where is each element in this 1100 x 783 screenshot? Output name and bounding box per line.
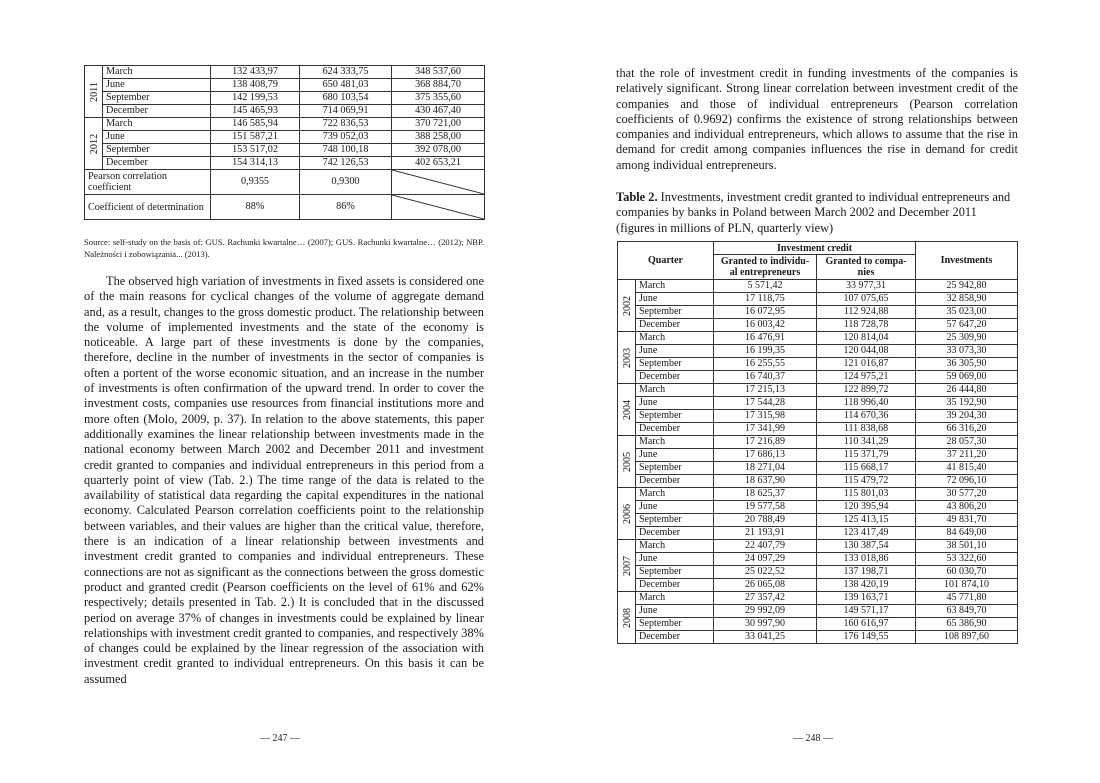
- investments-cell: 35 023,00: [916, 306, 1018, 319]
- company-credit-cell: 120 814,04: [817, 332, 916, 345]
- table-row: [618, 293, 1018, 306]
- individual-credit-cell: 17 686,13: [714, 449, 817, 462]
- company-credit-cell: 123 417,49: [817, 527, 916, 540]
- quarter-cell: December: [636, 631, 714, 644]
- value-cell: 722 836,53: [300, 118, 392, 131]
- table-row: [618, 423, 1018, 436]
- investments-cell: 60 030,70: [916, 566, 1018, 579]
- investments-cell: 63 849,70: [916, 605, 1018, 618]
- company-credit-cell: 115 479,72: [817, 475, 916, 488]
- individual-credit-cell: 25 022,52: [714, 566, 817, 579]
- diagonal-line: [392, 195, 484, 219]
- value-cell: 714 069,91: [300, 105, 392, 118]
- determination-value: 86%: [300, 195, 392, 220]
- individual-credit-cell: 27 357,42: [714, 592, 817, 605]
- value-cell: 142 199,53: [211, 92, 300, 105]
- table-row: [618, 449, 1018, 462]
- company-credit-cell: 120 044,08: [817, 345, 916, 358]
- individual-credit-cell: 29 992,09: [714, 605, 817, 618]
- company-credit-cell: 115 668,17: [817, 462, 916, 475]
- investments-cell: 36 305,90: [916, 358, 1018, 371]
- table-row: [618, 358, 1018, 371]
- diagonal-line: [392, 170, 484, 194]
- page-number-right: — 248 —: [793, 733, 833, 744]
- quarter-cell: June: [636, 345, 714, 358]
- quarter-cell: March: [636, 488, 714, 501]
- value-cell: 145 465,93: [211, 105, 300, 118]
- table-row: [618, 605, 1018, 618]
- table-row: [85, 131, 485, 144]
- quarter-cell: June: [636, 553, 714, 566]
- quarter-cell: September: [636, 462, 714, 475]
- quarter-cell: December: [103, 157, 211, 170]
- value-cell: 430 467,40: [392, 105, 485, 118]
- value-cell: 154 314,13: [211, 157, 300, 170]
- table-row: [618, 306, 1018, 319]
- company-credit-cell: 118 996,40: [817, 397, 916, 410]
- investments-cell: 25 942,80: [916, 280, 1018, 293]
- value-cell: 146 585,94: [211, 118, 300, 131]
- quarter-cell: June: [636, 605, 714, 618]
- value-cell: 739 052,03: [300, 131, 392, 144]
- year-cell: [618, 540, 636, 592]
- quarter-cell: December: [103, 105, 211, 118]
- table-row: [618, 319, 1018, 332]
- header-investments: Investments: [916, 242, 1018, 280]
- individual-credit-cell: 19 577,58: [714, 501, 817, 514]
- investments-cell: 26 444,80: [916, 384, 1018, 397]
- quarter-cell: December: [636, 579, 714, 592]
- individual-credit-cell: 33 041,25: [714, 631, 817, 644]
- header-individual-entrepreneurs: Granted to individu- al entrepreneurs: [714, 255, 817, 280]
- company-credit-cell: 33 977,31: [817, 280, 916, 293]
- value-cell: 138 408,79: [211, 79, 300, 92]
- company-credit-cell: 121 016,87: [817, 358, 916, 371]
- year-cell: [618, 488, 636, 540]
- company-credit-cell: 137 198,71: [817, 566, 916, 579]
- table-row: [618, 553, 1018, 566]
- year-label: 2005: [622, 451, 633, 472]
- table-2-header: [618, 242, 1018, 280]
- investments-cell: 59 069,00: [916, 371, 1018, 384]
- company-credit-cell: 114 670,36: [817, 410, 916, 423]
- table-row: [618, 514, 1018, 527]
- pearson-value: 0,9355: [211, 170, 300, 195]
- quarter-cell: June: [636, 501, 714, 514]
- year-label: 2007: [622, 555, 633, 576]
- individual-credit-cell: 17 315,98: [714, 410, 817, 423]
- investments-cell: 32 858,90: [916, 293, 1018, 306]
- individual-credit-cell: 16 740,37: [714, 371, 817, 384]
- quarter-cell: December: [636, 527, 714, 540]
- quarter-cell: September: [636, 618, 714, 631]
- table-row: [85, 170, 485, 195]
- header-quarter: Quarter: [618, 242, 714, 280]
- table-row: [618, 501, 1018, 514]
- table-2-caption-label: Table 2.: [616, 190, 658, 204]
- individual-credit-cell: 26 065,08: [714, 579, 817, 592]
- quarter-cell: September: [636, 514, 714, 527]
- company-credit-cell: 133 018,86: [817, 553, 916, 566]
- company-credit-cell: 176 149,55: [817, 631, 916, 644]
- value-cell: 748 100,18: [300, 144, 392, 157]
- table-row: [618, 332, 1018, 345]
- table-row: [618, 397, 1018, 410]
- table-row: [618, 436, 1018, 449]
- value-cell: 151 587,21: [211, 131, 300, 144]
- year-label: 2012: [89, 133, 101, 154]
- year-label: 2004: [622, 399, 633, 420]
- value-cell: 680 103,54: [300, 92, 392, 105]
- individual-credit-cell: 30 997,90: [714, 618, 817, 631]
- quarter-cell: March: [103, 66, 211, 79]
- quarter-cell: March: [636, 540, 714, 553]
- year-label: 2006: [622, 503, 633, 524]
- year-cell: [618, 592, 636, 644]
- value-cell: 650 481,03: [300, 79, 392, 92]
- individual-credit-cell: 18 271,04: [714, 462, 817, 475]
- individual-credit-cell: 16 003,42: [714, 319, 817, 332]
- investments-cell: 66 316,20: [916, 423, 1018, 436]
- quarter-cell: September: [636, 410, 714, 423]
- table-row: [618, 631, 1018, 644]
- value-cell: 624 333,75: [300, 66, 392, 79]
- quarter-cell: March: [636, 280, 714, 293]
- value-cell: 348 537,60: [392, 66, 485, 79]
- investments-cell: 101 874,10: [916, 579, 1018, 592]
- table-row: [85, 144, 485, 157]
- table-row: [618, 540, 1018, 553]
- table-2-caption: [616, 190, 1018, 236]
- pearson-value: 0,9300: [300, 170, 392, 195]
- body-text-left: The observed high variation of investments in fixed assets is considered one of the main reasons for cyclical changes of the volume of aggregate demand and, as a result, changes to the gross domestic product. The relationship between the volume of implemented investments and the state of the economy is noticeable. A large part of these investments is done by the companies, therefore, decline in the number of investments in the sector of companies is often a portent of the worse economic situation, and an increase in the number of investments is often confirmation of the upward trend. In order to cover the investment costs, companies use resources from financial institutions more and more often (Molo, 2009, p. 37). In relation to the above statements, this paper additionally examines the linear relationship between investments made in the national economy between March 2002 and December 2011 and investment credit granted to companies and individual entrepreneurs in this period from a quarterly point of view (Tab. 2.) The time range of the data is related to the availability of statistical data regarding the capital expenditures in the national economy. Calculated Pearson correlation coefficients point to the relationship between variables, and their values are higher than the critical value, therefore, there is an indication of a linear relationship between investments and investment credit granted to companies and individual entrepreneurs. These connections are not as significant as the connections between the gross domestic product and granted credit (Pearson coefficients on the level of 61% and 62% respectively; details presented in Tab. 2.) It is concluded that in the discussed period on average 37% of changes in investments could be explained by linear relationships with investment credit granted to companies, and respectively 38% of changes could be explained by the linear regression of the association with investment credit granted to individual entrepreneurs. On this basis it can be assumed: [84, 274, 484, 686]
- quarter-cell: September: [636, 566, 714, 579]
- empty-diagonal-cell: [392, 170, 485, 195]
- value-cell: 742 126,53: [300, 157, 392, 170]
- value-cell: 368 884,70: [392, 79, 485, 92]
- company-credit-cell: 125 413,15: [817, 514, 916, 527]
- year-cell: [85, 66, 103, 118]
- determination-label: Coefficient of determination: [85, 195, 211, 220]
- year-cell: [618, 436, 636, 488]
- value-cell: 375 355,60: [392, 92, 485, 105]
- table-2-caption-text: Investments, investment credit granted to individual entrepreneurs and companies by banks in Poland between March 2002 and December 2011 (figures in millions of PLN, quarterly view): [616, 190, 1011, 235]
- investments-cell: 53 322,60: [916, 553, 1018, 566]
- investments-cell: 38 501,10: [916, 540, 1018, 553]
- page-number-left: — 247 —: [260, 733, 300, 744]
- investments-cell: 57 647,20: [916, 319, 1018, 332]
- company-credit-cell: 111 838,68: [817, 423, 916, 436]
- company-credit-cell: 138 420,19: [817, 579, 916, 592]
- company-credit-cell: 124 975,21: [817, 371, 916, 384]
- table-row: [618, 579, 1018, 592]
- individual-credit-cell: 17 118,75: [714, 293, 817, 306]
- quarter-cell: June: [636, 293, 714, 306]
- investments-cell: 45 771,80: [916, 592, 1018, 605]
- investments-cell: 37 211,20: [916, 449, 1018, 462]
- company-credit-cell: 107 075,65: [817, 293, 916, 306]
- table-row: [85, 157, 485, 170]
- individual-credit-cell: 20 788,49: [714, 514, 817, 527]
- table-row: [618, 384, 1018, 397]
- table-2: [617, 241, 1018, 644]
- header-investment-credit: Investment credit: [714, 242, 916, 255]
- table-row: [618, 462, 1018, 475]
- table-row: [85, 118, 485, 131]
- individual-credit-cell: 18 637,90: [714, 475, 817, 488]
- investments-cell: 65 386,90: [916, 618, 1018, 631]
- individual-credit-cell: 24 097,29: [714, 553, 817, 566]
- quarter-cell: March: [636, 592, 714, 605]
- value-cell: 370 721,00: [392, 118, 485, 131]
- right-page: [550, 0, 1100, 783]
- company-credit-cell: 115 371,79: [817, 449, 916, 462]
- quarter-cell: June: [636, 397, 714, 410]
- company-credit-cell: 112 924,88: [817, 306, 916, 319]
- quarter-cell: September: [103, 144, 211, 157]
- investments-cell: 25 309,90: [916, 332, 1018, 345]
- table-row: [618, 488, 1018, 501]
- investments-cell: 49 831,70: [916, 514, 1018, 527]
- company-credit-cell: 120 395,94: [817, 501, 916, 514]
- header-companies: Granted to compa- nies: [817, 255, 916, 280]
- investments-cell: 41 815,40: [916, 462, 1018, 475]
- individual-credit-cell: 16 072,95: [714, 306, 817, 319]
- quarter-cell: September: [103, 92, 211, 105]
- individual-credit-cell: 21 193,91: [714, 527, 817, 540]
- source-note: Source: self-study on the basis of: GUS. Rachunki kwartalne… (2007); GUS. Rachunki kwartalne… (2012); NBP. Należności i zobowiązania... (2013).: [84, 237, 484, 259]
- table-row: [85, 66, 485, 79]
- table-row: [618, 566, 1018, 579]
- quarter-cell: March: [636, 332, 714, 345]
- value-cell: 132 433,97: [211, 66, 300, 79]
- table-row: [85, 92, 485, 105]
- value-cell: 392 078,00: [392, 144, 485, 157]
- company-credit-cell: 139 163,71: [817, 592, 916, 605]
- table-row: [618, 527, 1018, 540]
- individual-credit-cell: 17 341,99: [714, 423, 817, 436]
- table-row: [85, 79, 485, 92]
- individual-credit-cell: 16 476,91: [714, 332, 817, 345]
- quarter-cell: March: [636, 436, 714, 449]
- empty-diagonal-cell: [392, 195, 485, 220]
- year-cell: [618, 332, 636, 384]
- investments-cell: 30 577,20: [916, 488, 1018, 501]
- table-row: [618, 592, 1018, 605]
- quarter-cell: December: [636, 371, 714, 384]
- table-row: [85, 105, 485, 118]
- investments-cell: 33 073,30: [916, 345, 1018, 358]
- company-credit-cell: 122 899,72: [817, 384, 916, 397]
- individual-credit-cell: 17 544,28: [714, 397, 817, 410]
- table-2-body: [618, 280, 1018, 644]
- pearson-label: Pearson correlation coefficient: [85, 170, 211, 195]
- quarter-cell: June: [103, 131, 211, 144]
- value-cell: 388 258,00: [392, 131, 485, 144]
- table-row: [618, 371, 1018, 384]
- quarter-cell: December: [636, 423, 714, 436]
- individual-credit-cell: 18 625,37: [714, 488, 817, 501]
- individual-credit-cell: 5 571,42: [714, 280, 817, 293]
- quarter-cell: March: [103, 118, 211, 131]
- year-label: 2008: [622, 607, 633, 628]
- company-credit-cell: 115 801,03: [817, 488, 916, 501]
- quarter-cell: December: [636, 475, 714, 488]
- company-credit-cell: 118 728,78: [817, 319, 916, 332]
- determination-value: 88%: [211, 195, 300, 220]
- table-row: [85, 195, 485, 220]
- table-1-continuation: [84, 65, 485, 220]
- value-cell: 402 653,21: [392, 157, 485, 170]
- investments-cell: 28 057,30: [916, 436, 1018, 449]
- company-credit-cell: 149 571,17: [817, 605, 916, 618]
- investments-cell: 72 096,10: [916, 475, 1018, 488]
- quarter-cell: September: [636, 358, 714, 371]
- year-label: 2002: [622, 295, 633, 316]
- investments-cell: 43 806,20: [916, 501, 1018, 514]
- table-row: [618, 475, 1018, 488]
- quarter-cell: September: [636, 306, 714, 319]
- year-cell: [618, 384, 636, 436]
- individual-credit-cell: 16 199,35: [714, 345, 817, 358]
- investments-cell: 108 897,60: [916, 631, 1018, 644]
- individual-credit-cell: 22 407,79: [714, 540, 817, 553]
- investments-cell: 35 192,90: [916, 397, 1018, 410]
- year-cell: [618, 280, 636, 332]
- investments-cell: 84 649,00: [916, 527, 1018, 540]
- quarter-cell: December: [636, 319, 714, 332]
- year-label: 2011: [89, 81, 100, 102]
- table-1-body: [85, 66, 485, 220]
- table-row: [618, 280, 1018, 293]
- table-row: [618, 410, 1018, 423]
- company-credit-cell: 160 616,97: [817, 618, 916, 631]
- individual-credit-cell: 16 255,55: [714, 358, 817, 371]
- individual-credit-cell: 17 215,13: [714, 384, 817, 397]
- table-row: [618, 618, 1018, 631]
- investments-cell: 39 204,30: [916, 410, 1018, 423]
- company-credit-cell: 130 387,54: [817, 540, 916, 553]
- year-label: 2003: [622, 347, 633, 368]
- table-row: [618, 345, 1018, 358]
- quarter-cell: March: [636, 384, 714, 397]
- value-cell: 153 517,02: [211, 144, 300, 157]
- quarter-cell: June: [103, 79, 211, 92]
- company-credit-cell: 110 341,29: [817, 436, 916, 449]
- quarter-cell: June: [636, 449, 714, 462]
- year-cell: [85, 118, 103, 170]
- individual-credit-cell: 17 216,89: [714, 436, 817, 449]
- body-text-right: that the role of investment credit in funding investments of the companies is relatively significant. Strong linear correlation between investment credit of the companies and those of individual entrepreneurs (Pearson correlation coefficients of 0.9692) confirms the existence of strong relationships between companies and individual entrepreneurs, which allows to assume that the rise in demand for credit among companies influences the rise in demand for credit among individual entrepreneurs.: [616, 66, 1018, 172]
